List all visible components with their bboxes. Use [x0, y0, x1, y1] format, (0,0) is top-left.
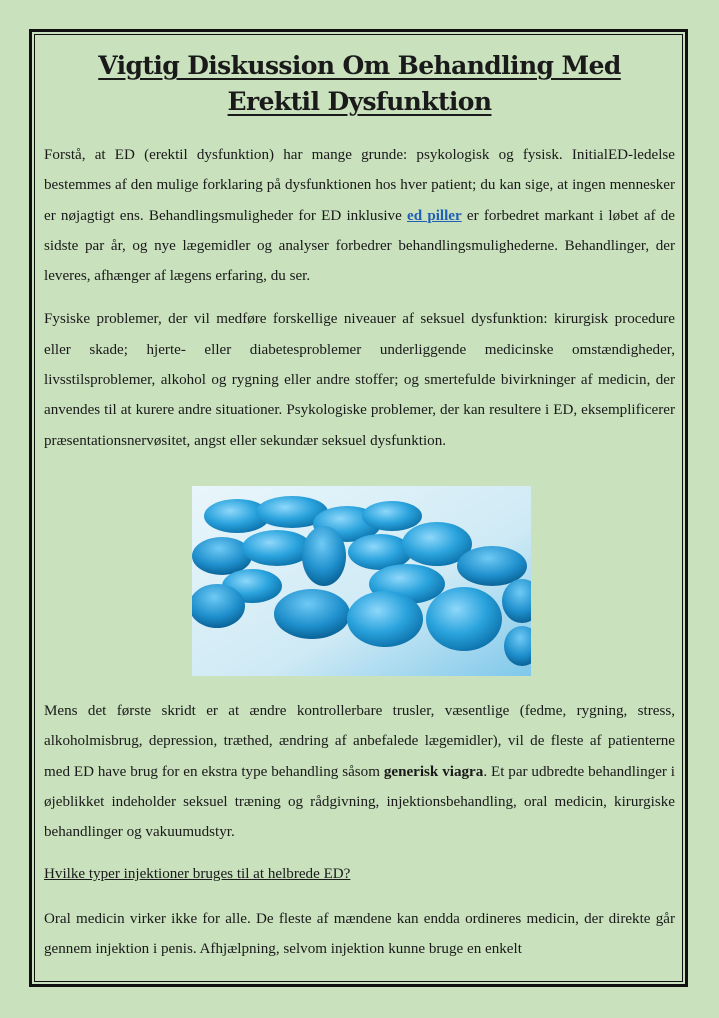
- paragraph-treatments: [44, 696, 675, 847]
- title-line-2: Erektil Dysfunktion: [227, 87, 492, 116]
- paragraph-treatments-text-end: . Et par udbredte behandlinger i øjeblikket indeholder seksuel træning og rådgivning, injektionsbehandling, oral medicin, kirurgiske behandlinger og vakuumudstyr.: [44, 763, 676, 841]
- subheading-injections: Hvilke typer injektioner bruges til at helbrede ED?: [44, 866, 351, 883]
- paragraph-intro-text-end: er forbedret markant i løbet af de sidste par år, og nye lægemidler og analyser forbedrer behandlingsmulighederne. Behandlinger, der leveres, afhænger af lægens erfaring, du ser.: [44, 207, 676, 285]
- generisk-viagra-highlight: generisk viagra: [383, 763, 484, 780]
- paragraph-injections: Oral medicin virker ikke for alle. De fleste af mændene kan endda ordineres medicin, der direkte går gennem injektion i penis. Afhjælpning, selvom injektion kunne bruge en enkelt: [44, 910, 675, 958]
- document-title: [44, 44, 675, 120]
- paragraph-intro-text: Forstå, at ED (erektil dysfunktion) har mange grunde: psykologisk og fysisk. InitialED-ledelse bestemmes af den mulige forklaring på dysfunktionen hos hver patient; du kan sige, at ingen mennesker er nøjagtigt ens. Behandlingsmuligheder for ED inklusive: [44, 147, 675, 224]
- title-line-1: Vigtig Diskussion Om Behandling Med: [98, 51, 621, 80]
- paragraph-causes: Fysiske problemer, der vil medføre forskellige niveauer af seksuel dysfunktion: kirurgisk procedure eller skade; hjerte- eller diabetesproblemer underliggende medicinske omstændigheder, livsstilsproblemer, alkohol og rygning eller andre stoffer; og smertefulde bivirkninger af medicin, der anvendes til at kurere andre situationer. Psykologiske problemer, der kan resultere i ED, eksemplificerer præsentationsnervøsitet, angst eller sekundær seksuel dysfunktion.: [44, 311, 675, 449]
- paragraph-treatments-text: Mens det første skridt er at ændre kontrollerbare trusler, væsentlige (fedme, rygning, stress, alkoholmisbrug, depression, træthed, ændring af anbefalede lægemidler), vil de fleste af patienterne med ED have brug for en ekstra type behandling såsom: [44, 702, 675, 780]
- blue-pills-photo: [192, 486, 531, 676]
- ed-piller-link[interactable]: ed piller: [407, 207, 462, 224]
- document-body: [44, 44, 675, 964]
- paragraph-intro: [44, 140, 675, 291]
